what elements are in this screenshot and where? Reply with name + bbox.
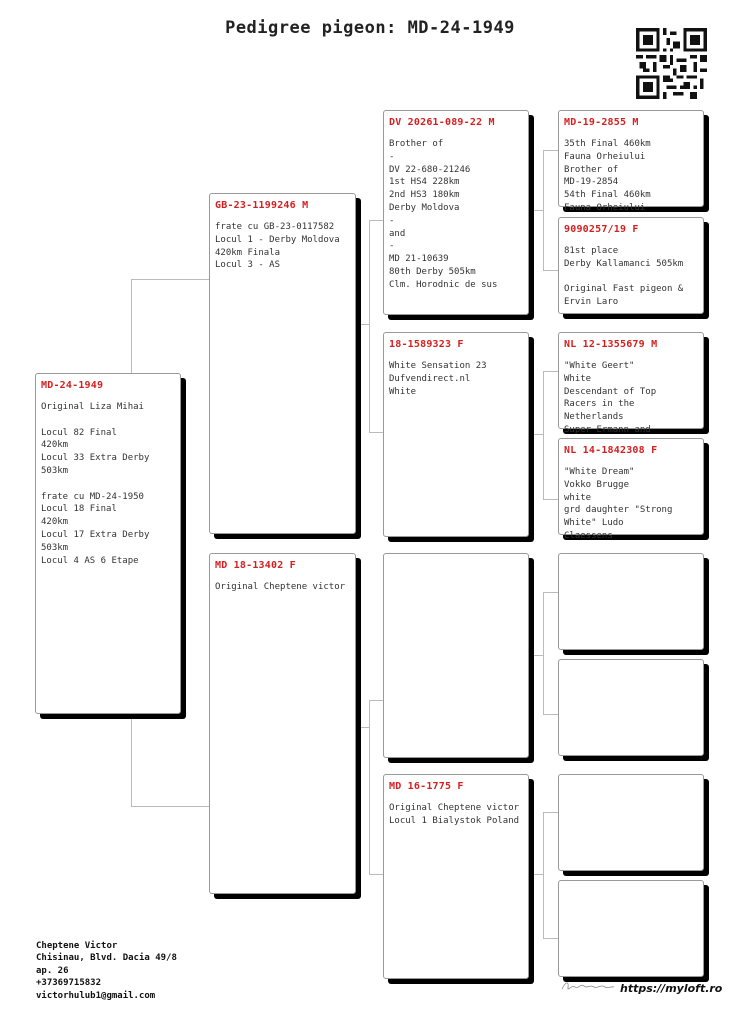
connector-line xyxy=(543,812,558,813)
ring-number: GB-23-1199246 M xyxy=(215,200,309,211)
owner-name: Cheptene Victor xyxy=(36,941,118,951)
pigeon-card-gen4[interactable] xyxy=(558,774,704,871)
pigeon-card-gen4[interactable] xyxy=(558,110,704,213)
pigeon-notes: Original Cheptene victor xyxy=(215,582,346,592)
connector-line xyxy=(543,270,558,271)
page-title: Pedigree pigeon: MD-24-1949 xyxy=(225,18,515,38)
connector-line xyxy=(369,874,383,875)
connector-line xyxy=(529,210,544,211)
connector-line xyxy=(356,727,370,728)
connector-line xyxy=(543,592,558,593)
owner-apartment: ap. 26 xyxy=(36,965,69,976)
connector-line xyxy=(543,371,544,499)
ring-number: NL 12-1355679 M xyxy=(564,339,658,350)
connector-line xyxy=(543,592,544,714)
owner-phone: +37369715832 xyxy=(36,978,102,989)
pigeon-notes: "White Dream" Vokko Brugge white grd daughter "Strong White" Ludo Claessens xyxy=(564,467,673,541)
pigeon-card-dam-sire[interactable] xyxy=(383,553,529,758)
pigeon-card-gen4[interactable] xyxy=(558,217,704,314)
owner-email[interactable]: victorhulub1@gmail.com xyxy=(36,990,156,1001)
connector-line xyxy=(543,371,558,372)
ring-number: MD-24-1949 xyxy=(41,380,104,391)
ring-number: NL 14-1842308 F xyxy=(564,445,658,456)
pigeon-notes: 81st place Derby Kallamanci 505km Original Fast pigeon & Ervin Laro xyxy=(564,246,684,308)
ring-number: MD-19-2855 M xyxy=(564,117,639,128)
connector-line xyxy=(369,220,383,221)
pigeon-notes: 35th Final 460km Fauna Orheiului Brother of MD-19-2854 54th Final 460km Fauna Orheiului xyxy=(564,139,651,213)
owner-address: Chisinau, Blvd. Dacia 49/8 xyxy=(36,953,177,964)
connector-line xyxy=(543,714,558,715)
pigeon-card-dam[interactable] xyxy=(209,553,356,894)
pigeon-notes: "White Geert" White Descendant of Top Racers in the Netherlands Super Ermann and xyxy=(564,361,657,435)
connector-line xyxy=(369,432,383,433)
connector-line xyxy=(356,324,370,325)
pigeon-card-sire[interactable] xyxy=(209,193,356,534)
connector-line xyxy=(543,150,558,151)
owner-contact xyxy=(36,940,177,1002)
connector-line xyxy=(543,812,544,938)
pigeon-card-gen4[interactable] xyxy=(558,659,704,756)
pigeon-notes: Brother of - DV 22-680-21246 1st HS4 228km 2nd HS3 180km Derby Moldova - and - MD 21-10639 80th Derby 505km Clm. Horodnic de sus xyxy=(389,139,498,290)
website-link[interactable]: https://myloft.ro xyxy=(620,982,723,995)
pigeon-card-dam-dam[interactable] xyxy=(383,774,529,979)
pigeon-card-gen4[interactable] xyxy=(558,332,704,435)
pigeon-notes: frate cu GB-23-0117582 Locul 1 - Derby Moldova 420km Finala Locul 3 - AS xyxy=(215,222,340,271)
ring-number: DV 20261-089-22 M xyxy=(389,117,495,128)
qr-code xyxy=(636,28,707,99)
connector-line xyxy=(543,938,558,939)
ring-number: MD 16-1775 F xyxy=(389,781,464,792)
connector-line xyxy=(369,220,370,432)
connector-line xyxy=(529,655,544,656)
pigeon-card-sire-dam[interactable] xyxy=(383,332,529,537)
connector-line xyxy=(131,279,209,280)
ring-number: 18-1589323 F xyxy=(389,339,464,350)
pigeon-card-gen4[interactable] xyxy=(558,553,704,650)
pigeon-notes: Original Liza Mihai Locul 82 Final 420km Locul 33 Extra Derby 503km frate cu MD-24-1950 Locul 18 Final 420km Locul 17 Extra Derby 503km Locul 4 AS 6 Etape xyxy=(41,402,150,566)
pigeon-notes: White Sensation 23 Dufvendirect.nl White xyxy=(389,361,487,397)
connector-line xyxy=(543,499,558,500)
signature-mark xyxy=(560,978,616,994)
connector-line xyxy=(529,874,544,875)
ring-number: MD 18-13402 F xyxy=(215,560,296,571)
pigeon-notes: Original Cheptene victor Locul 1 Bialystok Poland xyxy=(389,803,520,826)
pigeon-card-sire-sire[interactable] xyxy=(383,110,529,315)
connector-line xyxy=(369,700,383,701)
pigeon-card-gen4[interactable] xyxy=(558,880,704,977)
pigeon-card-gen4[interactable] xyxy=(558,438,704,541)
connector-line xyxy=(529,434,544,435)
ring-number: 9090257/19 F xyxy=(564,224,639,235)
pigeon-card-subject[interactable] xyxy=(35,373,181,714)
connector-line xyxy=(131,806,209,807)
